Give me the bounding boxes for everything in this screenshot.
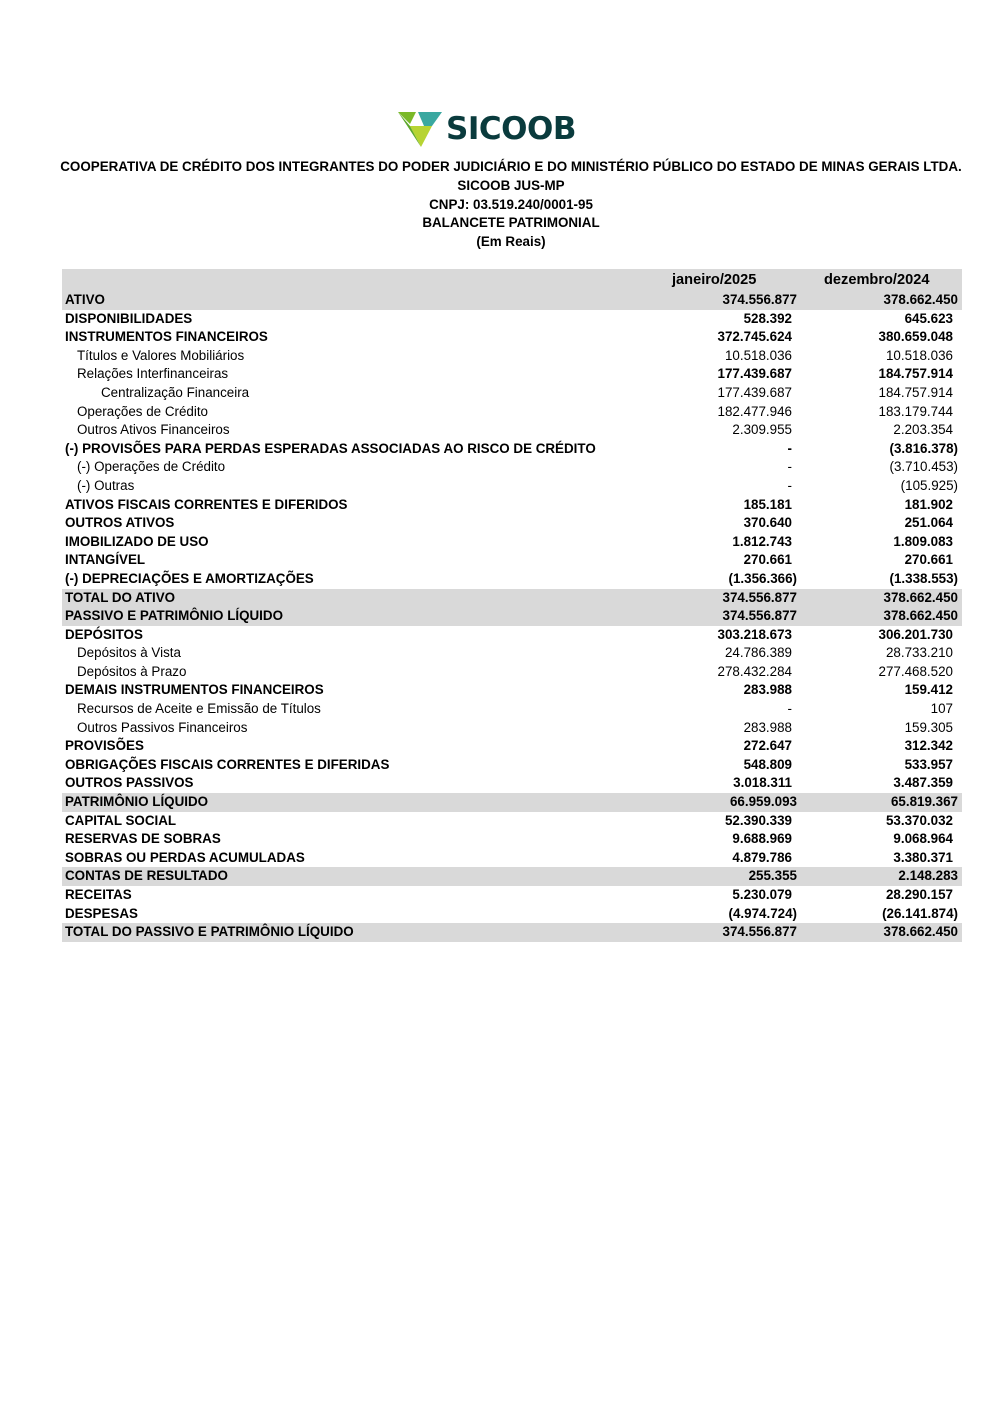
value-dez-2024: 645.623 — [904, 310, 953, 326]
value-jan-2025: 278.432.284 — [717, 663, 792, 679]
row-label: Recursos de Aceite e Emissão de Títulos — [77, 701, 321, 717]
value-dez-2024: 65.819.367 — [890, 794, 958, 810]
value-dez-2024: 251.064 — [904, 515, 953, 531]
value-jan-2025: 270.661 — [743, 552, 792, 568]
value-dez-2024: 277.468.520 — [878, 663, 953, 679]
row-label: PASSIVO E PATRIMÔNIO LÍQUIDO — [65, 608, 283, 624]
column-header-dez-2024: dezembro/2024 — [824, 272, 930, 288]
value-jan-2025: 177.439.687 — [717, 366, 792, 382]
value-jan-2025: - — [787, 477, 792, 493]
table-row — [62, 310, 962, 329]
value-jan-2025: 4.879.786 — [732, 849, 792, 865]
row-label: OBRIGAÇÕES FISCAIS CORRENTES E DIFERIDAS — [65, 756, 390, 772]
company-name: COOPERATIVA DE CRÉDITO DOS INTEGRANTES DO PODER JUDICIÁRIO E DO MINISTÉRIO PÚBLICO DO ESTADO DE MINAS GERAIS LTDA. — [60, 159, 962, 174]
row-label: TOTAL DO PASSIVO E PATRIMÔNIO LÍQUIDO — [65, 924, 354, 940]
value-dez-2024: 306.201.730 — [878, 626, 953, 642]
table-row — [62, 477, 962, 496]
row-label: Relações Interfinanceiras — [77, 366, 229, 382]
table-row — [62, 681, 962, 700]
row-label: Operações de Crédito — [77, 403, 209, 419]
row-label: TOTAL DO ATIVO — [65, 589, 176, 605]
value-jan-2025: 182.477.946 — [717, 403, 792, 419]
row-label: INTANGÍVEL — [65, 552, 146, 568]
value-dez-2024: 28.290.157 — [885, 887, 953, 902]
value-jan-2025: 374.556.877 — [722, 589, 797, 605]
row-label: Depósitos à Prazo — [77, 663, 187, 679]
value-jan-2025: 374.556.877 — [722, 292, 797, 307]
row-label: RESERVAS DE SOBRAS — [65, 831, 221, 847]
row-label: Centralização Financeira — [101, 384, 250, 400]
table-row — [62, 849, 962, 868]
table-row — [62, 663, 962, 682]
sicoob-logo-icon — [398, 110, 442, 148]
table-row — [62, 812, 962, 831]
column-header-row — [62, 269, 962, 291]
row-label: (-) Operações de Crédito — [77, 459, 226, 475]
row-label: DEMAIS INSTRUMENTOS FINANCEIROS — [65, 682, 324, 698]
value-jan-2025: 1.812.743 — [732, 533, 792, 549]
value-jan-2025: 548.809 — [743, 756, 792, 772]
value-jan-2025: 283.988 — [743, 682, 792, 698]
value-dez-2024: 183.179.744 — [878, 403, 953, 419]
value-dez-2024: 3.380.371 — [893, 849, 953, 865]
value-jan-2025: - — [787, 459, 792, 475]
value-dez-2024: 184.757.914 — [878, 366, 953, 382]
value-dez-2024: 533.957 — [904, 756, 953, 772]
value-dez-2024: 184.757.914 — [878, 384, 953, 400]
table-row — [62, 365, 962, 384]
value-jan-2025: 303.218.673 — [717, 626, 792, 642]
value-jan-2025: 374.556.877 — [722, 924, 797, 940]
value-jan-2025: 255.355 — [748, 868, 797, 884]
row-label: DESPESAS — [65, 905, 138, 921]
table-row — [62, 644, 962, 663]
table-row — [62, 421, 962, 440]
value-dez-2024: 378.662.450 — [883, 924, 958, 940]
value-dez-2024: 270.661 — [904, 552, 953, 568]
row-label: ATIVOS FISCAIS CORRENTES E DIFERIDOS — [65, 496, 348, 512]
value-jan-2025: 5.230.079 — [732, 887, 792, 902]
value-dez-2024: 378.662.450 — [883, 589, 958, 605]
table-row — [62, 347, 962, 366]
value-dez-2024: 378.662.450 — [883, 608, 958, 624]
value-jan-2025: 177.439.687 — [717, 384, 792, 400]
document-header — [0, 158, 1000, 252]
short-name: SICOOB JUS-MP — [457, 177, 565, 193]
table-row — [62, 830, 962, 849]
balance-sheet-table — [62, 269, 962, 942]
table-row — [62, 440, 962, 459]
row-label: PATRIMÔNIO LÍQUIDO — [65, 794, 209, 810]
table-row — [62, 551, 962, 570]
column-header-jan-2025: janeiro/2025 — [672, 272, 757, 288]
value-jan-2025: 272.647 — [743, 738, 792, 754]
value-jan-2025: 374.556.877 — [722, 608, 797, 624]
value-dez-2024: (1.338.553) — [889, 570, 958, 586]
table-row — [62, 533, 962, 552]
table-row — [62, 607, 962, 626]
value-jan-2025: 24.786.389 — [724, 645, 792, 661]
value-dez-2024: 159.412 — [904, 682, 953, 698]
value-jan-2025: 10.518.036 — [724, 347, 792, 363]
value-jan-2025: - — [787, 701, 792, 717]
table-row — [62, 756, 962, 775]
row-label: Outros Ativos Financeiros — [77, 422, 230, 438]
value-jan-2025: 528.392 — [743, 310, 792, 326]
row-label: INSTRUMENTOS FINANCEIROS — [65, 329, 268, 345]
value-dez-2024: 107 — [930, 701, 953, 717]
table-row — [62, 719, 962, 738]
report-unit: (Em Reais) — [476, 234, 546, 250]
value-dez-2024: 2.203.354 — [893, 422, 953, 438]
table-row — [62, 905, 962, 924]
value-dez-2024: 53.370.032 — [885, 812, 953, 828]
value-dez-2024: 159.305 — [904, 719, 953, 735]
value-jan-2025: (4.974.724) — [728, 905, 797, 921]
report-title: BALANCETE PATRIMONIAL — [422, 215, 600, 231]
table-row — [62, 923, 962, 942]
row-label: CAPITAL SOCIAL — [65, 812, 177, 828]
table-row — [62, 570, 962, 589]
row-label: CONTAS DE RESULTADO — [65, 868, 228, 884]
value-jan-2025: 52.390.339 — [724, 812, 792, 828]
table-row — [62, 458, 962, 477]
row-label: IMOBILIZADO DE USO — [65, 533, 209, 549]
value-jan-2025: 3.018.311 — [733, 775, 792, 791]
row-label: SOBRAS OU PERDAS ACUMULADAS — [65, 849, 305, 865]
value-dez-2024: 1.809.083 — [893, 533, 953, 549]
row-label: DISPONIBILIDADES — [65, 310, 193, 326]
value-jan-2025: 185.181 — [743, 496, 792, 512]
value-jan-2025: 66.959.093 — [729, 794, 797, 810]
value-dez-2024: 2.148.283 — [898, 868, 958, 884]
value-jan-2025: 370.640 — [743, 515, 792, 531]
row-label: PROVISÕES — [65, 738, 144, 754]
table-row — [62, 328, 962, 347]
row-label: DEPÓSITOS — [65, 626, 143, 642]
row-label: Outros Passivos Financeiros — [77, 719, 248, 735]
row-label: RECEITAS — [65, 887, 132, 902]
value-dez-2024: 312.342 — [904, 738, 953, 754]
table-row — [62, 737, 962, 756]
table-row — [62, 291, 962, 310]
table-row — [62, 793, 962, 812]
table-row — [62, 384, 962, 403]
value-dez-2024: (3.816.378) — [889, 440, 958, 456]
table-row — [62, 867, 962, 886]
value-dez-2024: 3.487.359 — [893, 775, 953, 791]
value-jan-2025: 2.309.955 — [732, 422, 792, 438]
value-dez-2024: (105.925) — [900, 477, 958, 493]
row-label: OUTROS PASSIVOS — [65, 775, 194, 791]
value-dez-2024: 378.662.450 — [883, 292, 958, 307]
table-row — [62, 514, 962, 533]
table-row — [62, 774, 962, 793]
value-jan-2025: (1.356.366) — [728, 570, 797, 586]
value-dez-2024: (3.710.453) — [889, 459, 958, 475]
row-label: (-) DEPRECIAÇÕES E AMORTIZAÇÕES — [65, 570, 314, 586]
table-row — [62, 496, 962, 515]
row-label: ATIVO — [65, 292, 105, 307]
row-label: (-) Outras — [77, 477, 135, 493]
cnpj: CNPJ: 03.519.240/0001-95 — [429, 196, 593, 212]
value-dez-2024: (26.141.874) — [882, 905, 958, 921]
value-dez-2024: 28.733.210 — [885, 645, 953, 661]
logo-text: SICOOB — [446, 110, 576, 147]
table-row — [62, 403, 962, 422]
row-label: Títulos e Valores Mobiliários — [77, 347, 245, 363]
value-dez-2024: 10.518.036 — [885, 347, 953, 363]
value-dez-2024: 181.902 — [904, 496, 953, 512]
table-row — [62, 626, 962, 645]
value-jan-2025: 283.988 — [743, 719, 792, 735]
value-dez-2024: 9.068.964 — [893, 831, 953, 847]
value-jan-2025: 9.688.969 — [732, 831, 792, 847]
table-row — [62, 886, 962, 905]
row-label: Depósitos à Vista — [77, 645, 181, 661]
table-row — [62, 589, 962, 608]
row-label: (-) PROVISÕES PARA PERDAS ESPERADAS ASSOCIADAS AO RISCO DE CRÉDITO — [65, 440, 596, 456]
value-dez-2024: 380.659.048 — [878, 329, 953, 345]
sicoob-logo — [398, 108, 588, 150]
row-label: OUTROS ATIVOS — [65, 515, 175, 531]
value-jan-2025: - — [787, 440, 792, 456]
table-row — [62, 700, 962, 719]
value-jan-2025: 372.745.624 — [717, 329, 792, 345]
